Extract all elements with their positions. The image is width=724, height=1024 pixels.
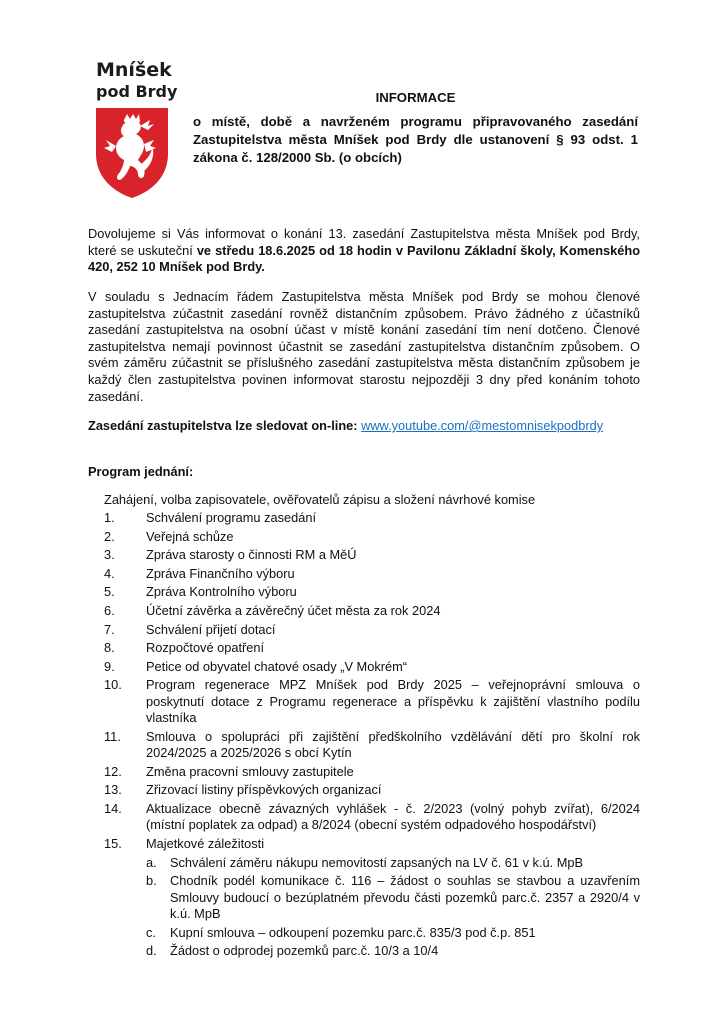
agenda-item-number: 5. <box>104 584 115 600</box>
remote-participation-paragraph: V souladu s Jednacím řádem Zastupitelstva města Mníšek pod Brdy se mohou členové zastupitelstva zúčastnit zasedání rovněž distančním způsobem. Právo žádného z účastníků zasedání zastupitelstva na osobní účast v místě konání zasedání tím není dotčeno. Členové zastupitelstva nemají povinnost účastnit se zasedání zastupitelstva distančním způsobem. O svém záměru zúčastnit se příslušného zasedání zastupitelstva města distančním způsobem je každý člen zastupitelstva povinen informovat starostu nejpozději 3 dny před konáním tohoto zasedání. <box>88 289 640 404</box>
agenda-item-text: Smlouva o spolupráci při zajištění předškolního vzdělávání dětí pro školní rok 2024/2025 a 2025/2026 s obcí Kytín <box>146 728 640 761</box>
agenda-item <box>104 584 640 600</box>
agenda-item-number: 11. <box>104 728 121 744</box>
agenda-item-text: Schválení programu zasedání <box>146 510 317 525</box>
coat-of-arms-icon <box>94 106 170 200</box>
agenda-item-text: Zpráva Finančního výboru <box>146 565 295 581</box>
agenda-item <box>104 529 640 545</box>
agenda-item-number: 8. <box>104 640 115 656</box>
agenda-item <box>104 510 640 526</box>
agenda-item-number: 6. <box>104 602 115 618</box>
agenda-item-number: 15. <box>104 835 122 851</box>
agenda-subitem-text: Kupní smlouva – odkoupení pozemku parc.č. 835/3 pod č.p. 851 <box>170 924 536 940</box>
agenda-subitem-number: a. <box>146 854 157 870</box>
town-logo-text <box>96 60 180 102</box>
agenda-item-text: Zpráva Kontrolního výboru <box>146 584 297 600</box>
agenda-item <box>104 659 640 675</box>
agenda-item-text: Zřizovací listiny příspěvkových organizací <box>146 782 382 798</box>
agenda-item-text: Majetkové záležitosti <box>146 835 265 851</box>
document-subtitle: o místě, době a navrženém programu připravovaného zasedání Zastupitelstva města Mníšek pod Brdy dle ustanovení § 93 odst. 1 zákona č. 128/2000 Sb. (o obcích) <box>193 114 638 165</box>
logo-line-1: Mníšek <box>96 59 172 81</box>
agenda-item-number: 14. <box>104 800 122 816</box>
agenda-item <box>104 729 640 762</box>
document-heading <box>193 89 638 167</box>
agenda-subitem-text: Žádost o odprodej pozemků parc.č. 10/3 a 10/4 <box>170 943 439 959</box>
agenda-subitem-number: d. <box>146 943 157 959</box>
agenda-item <box>104 547 640 563</box>
agenda-item-text: Účetní závěrka a závěrečný účet města za rok 2024 <box>146 602 441 618</box>
agenda-item <box>104 764 640 780</box>
agenda-item <box>104 801 640 834</box>
online-stream-paragraph <box>88 418 640 435</box>
agenda-subitem-number: b. <box>146 873 157 889</box>
youtube-link[interactable]: www.youtube.com/@mestomnisekpodbrdy <box>361 418 604 433</box>
agenda-item-number: 1. <box>104 510 115 525</box>
agenda-item-text: Změna pracovní smlouvy zastupitele <box>146 763 354 779</box>
program-list <box>104 510 640 962</box>
agenda-subitem <box>146 855 640 871</box>
document-title: INFORMACE <box>375 90 456 105</box>
agenda-item <box>104 640 640 656</box>
agenda-item-number: 13. <box>104 782 122 798</box>
agenda-subitem-text: Chodník podél komunikace č. 116 – žádost o souhlas se stavbou a uzavřením Smlouvy budoucí o bezúplatném převodu části pozemků parc.č. 2357 a 2920/4 v k.ú. MpB <box>170 873 640 921</box>
program-heading: Program jednání: <box>88 464 194 479</box>
announcement-date-place: ve středu 18.6.2025 od 18 hodin v Pavilonu Základní školy, Komenského 420, 252 10 Mníšek pod Brdy. <box>88 242 641 275</box>
program-intro: Zahájení, volba zapisovatele, ověřovatelů zápisu a složení návrhové komise <box>104 492 536 507</box>
agenda-item-text: Schválení přijetí dotací <box>146 621 276 637</box>
agenda-item-number: 2. <box>104 528 115 544</box>
announcement-text: Dovolujeme si Vás informovat o konání 13. zasedání Zastupitelstva města Mníšek pod Brdy, které se uskuteční <box>88 226 640 258</box>
agenda-item-text: Petice od obyvatel chatové osady „V Mokrém“ <box>146 658 408 674</box>
agenda-item-number: 3. <box>104 547 115 563</box>
agenda-item-text: Rozpočtové opatření <box>146 640 265 656</box>
logo-line-2: pod Brdy <box>96 82 178 101</box>
agenda-item <box>104 622 640 638</box>
agenda-item <box>104 782 640 798</box>
agenda-item-number: 4. <box>104 565 115 581</box>
meeting-announcement <box>88 226 640 276</box>
agenda-item <box>104 603 640 619</box>
agenda-item <box>104 677 640 726</box>
agenda-subitem <box>146 925 640 941</box>
agenda-subitem <box>146 943 640 959</box>
agenda-subitem-number: c. <box>146 924 156 940</box>
agenda-item <box>104 566 640 582</box>
agenda-item-number: 7. <box>104 621 115 637</box>
agenda-item-text: Veřejná schůze <box>146 528 234 544</box>
agenda-item-text: Program regenerace MPZ Mníšek pod Brdy 2025 – veřejnoprávní smlouva o poskytnutí dotace z Programu regenerace a příspěvku k zajištění vlastního podílu vlastníka <box>146 677 640 726</box>
agenda-item-text: Zpráva starosty o činnosti RM a MěÚ <box>146 547 357 563</box>
online-stream-label: Zasedání zastupitelstva lze sledovat on-line: <box>88 418 362 433</box>
agenda-item-number: 12. <box>104 763 122 779</box>
agenda-item-number: 10. <box>104 677 122 693</box>
agenda-item-number: 9. <box>104 658 115 674</box>
agenda-item <box>104 836 640 852</box>
agenda-subitem-text: Schválení záměru nákupu nemovitostí zapsaných na LV č. 61 v k.ú. MpB <box>170 854 584 870</box>
agenda-subitem <box>146 873 640 922</box>
agenda-item-text: Aktualizace obecně závazných vyhlášek - č. 2/2023 (volný pohyb zvířat), 6/2024 (místní poplatek za odpad) a 8/2024 (obecní systém odpadového hospodářství) <box>146 800 640 833</box>
